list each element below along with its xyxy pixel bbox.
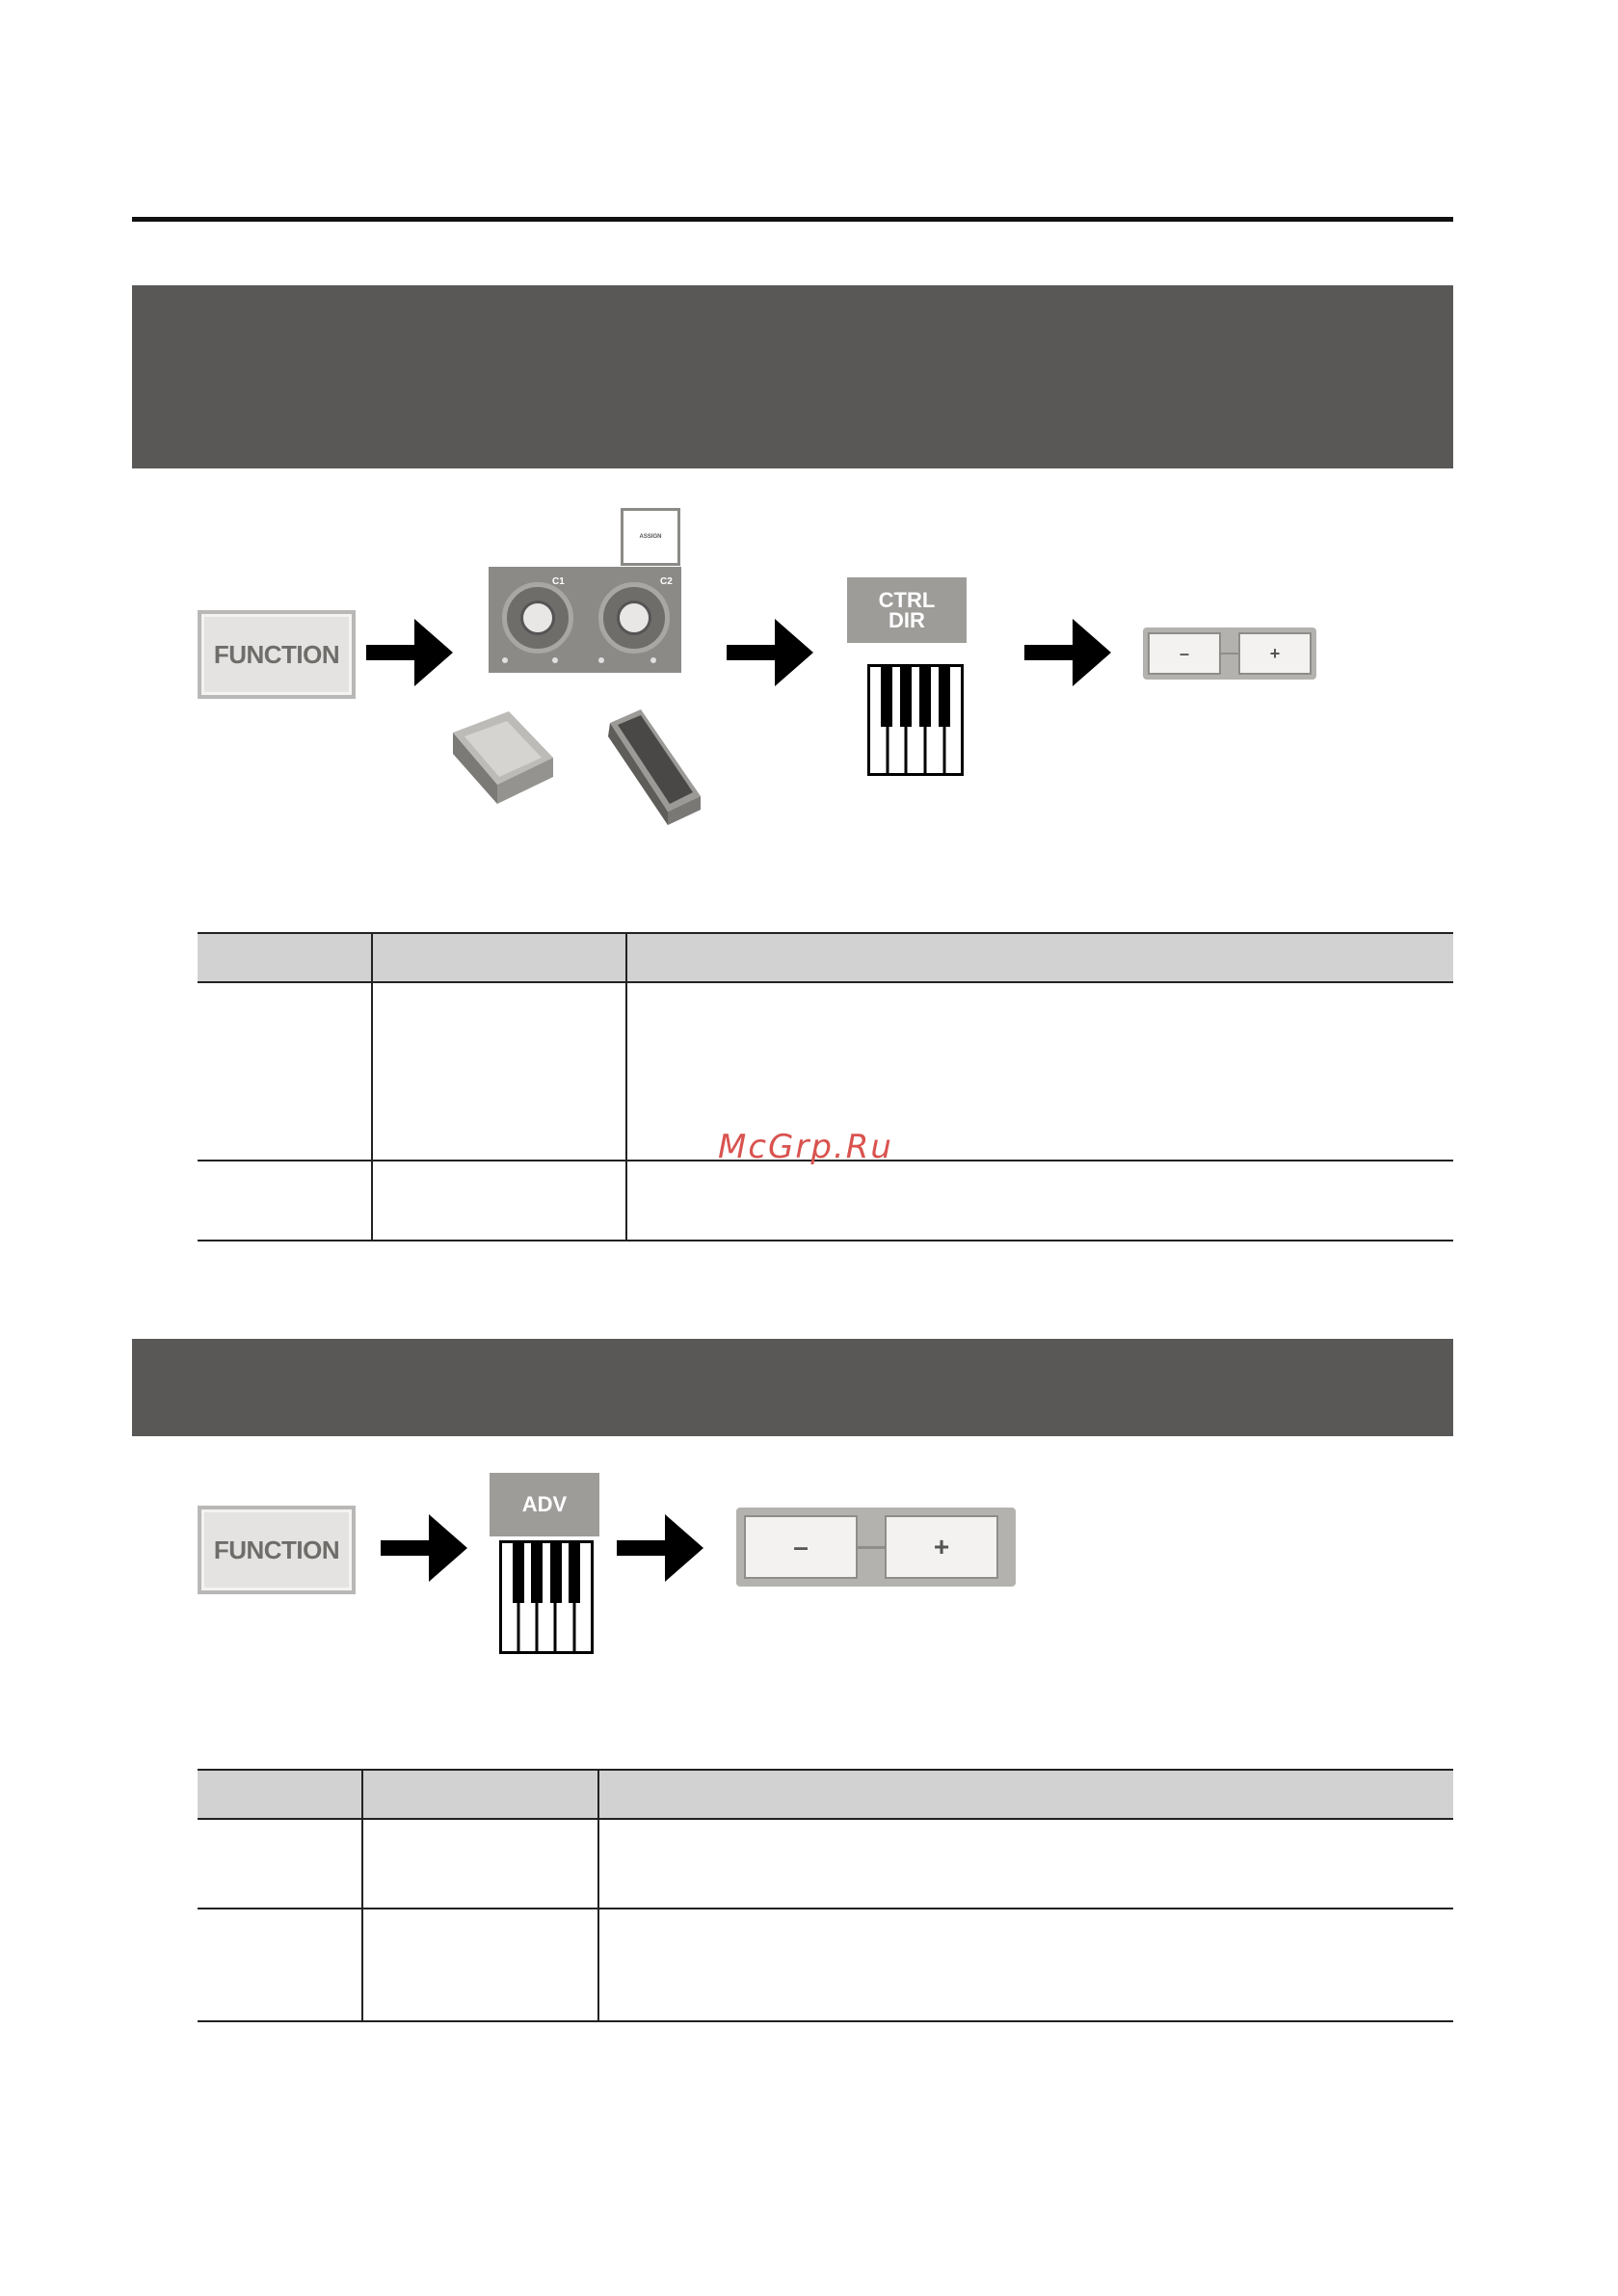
minus-button[interactable]: –: [1148, 632, 1221, 675]
adv-label: ADV: [490, 1473, 599, 1536]
table-cell: [598, 1909, 1453, 2021]
knob-panel: [489, 567, 681, 673]
plus-button[interactable]: +: [885, 1515, 998, 1579]
function-button[interactable]: FUNCTION: [198, 1506, 356, 1594]
table-header-cell: [198, 933, 372, 982]
watermark: McGrp.Ru: [718, 1128, 893, 1166]
table-row: [198, 1909, 1453, 2021]
table-cell: [198, 1909, 362, 2021]
table-cell: [198, 1819, 362, 1909]
ctrl-dir-label: [847, 577, 967, 643]
top-rule: [132, 217, 1453, 222]
expression-pedal-icon: [604, 704, 710, 829]
arrow-right-icon: [617, 1514, 703, 1582]
assign-button[interactable]: ASSIGN: [621, 508, 680, 566]
table-header-cell: [362, 1770, 598, 1819]
section2-parameter-table: [198, 1769, 1453, 2022]
table-cell: [372, 982, 626, 1161]
plus-button[interactable]: +: [1238, 632, 1312, 675]
table-cell: [626, 1161, 1453, 1241]
keyboard-keys-icon[interactable]: [499, 1540, 594, 1654]
table-header-cell: [626, 933, 1453, 982]
arrow-right-icon: [381, 1514, 467, 1582]
knob-c1-label: C1: [552, 576, 565, 587]
table-cell: [362, 1909, 598, 2021]
table-row: [198, 1161, 1453, 1241]
value-minus-plus-group: [1143, 627, 1316, 680]
value-minus-plus-group: [736, 1508, 1016, 1587]
table-header-cell: [372, 933, 626, 982]
table-header-row: [198, 1770, 1453, 1819]
knob-c2[interactable]: [598, 582, 670, 654]
table-cell: [372, 1161, 626, 1241]
table-cell: [198, 1161, 372, 1241]
table-row: [198, 1819, 1453, 1909]
arrow-right-icon: [727, 619, 813, 686]
ctrl-dir-label-line1: CTRL: [878, 588, 936, 612]
section1-parameter-table: [198, 932, 1453, 1241]
table-header-cell: [598, 1770, 1453, 1819]
knob-c1[interactable]: [502, 582, 573, 654]
arrow-right-icon: [366, 619, 453, 686]
table-cell: [362, 1819, 598, 1909]
table-cell: [198, 982, 372, 1161]
table-cell: [598, 1819, 1453, 1909]
function-button[interactable]: FUNCTION: [198, 610, 356, 699]
knob-c2-label: C2: [660, 576, 673, 587]
table-header-cell: [198, 1770, 362, 1819]
section2-heading-banner: [132, 1339, 1453, 1436]
foot-switch-pedal-icon: [445, 704, 561, 810]
minus-button[interactable]: –: [744, 1515, 858, 1579]
section1-heading-banner: [132, 285, 1453, 468]
table-header-row: [198, 933, 1453, 982]
ctrl-dir-label-line2: DIR: [889, 608, 925, 632]
keyboard-keys-icon[interactable]: [867, 664, 964, 776]
arrow-right-icon: [1024, 619, 1111, 686]
